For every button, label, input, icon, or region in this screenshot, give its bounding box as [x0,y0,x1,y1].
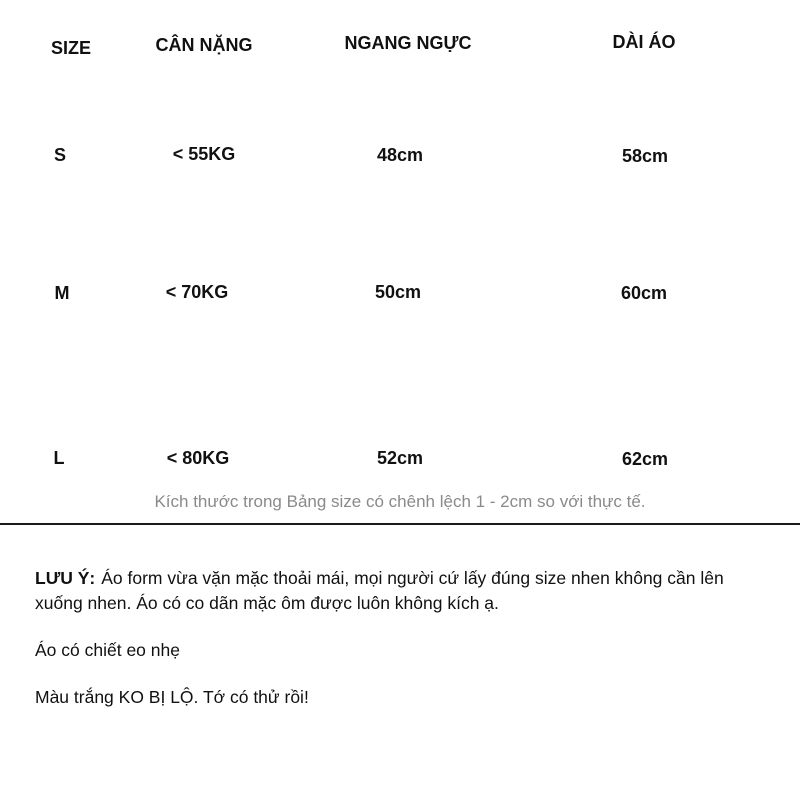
header-chest: NGANG NGỰC [344,33,472,53]
row-m-size: M [54,283,70,303]
notes-text-1: Áo form vừa vặn mặc thoải mái, mọi người cứ lấy đúng size nhen không cần lên xuống nhen. Áo có co dãn mặc ôm được luôn không kích ạ. [35,568,724,613]
row-s-length: 58cm [621,146,669,166]
notes-paragraph-3: Màu trắng KO BỊ LỘ. Tớ có thử rồi! [35,687,309,707]
row-l-weight: < 80KG [166,448,230,468]
row-m-chest: 50cm [374,282,422,302]
row-l-chest: 52cm [376,448,424,468]
notes-section [35,566,775,710]
row-l-size: L [53,448,65,468]
notes-paragraph-2: Áo có chiết eo nhẹ [35,640,180,660]
row-s-chest: 48cm [376,145,424,165]
row-m-weight: < 70KG [165,282,229,302]
row-l-length: 62cm [621,449,669,469]
notes-paragraph-1 [35,566,775,616]
row-m-length: 60cm [620,283,668,303]
header-length: DÀI ÁO [612,32,676,52]
row-s-size: S [53,145,67,165]
notes-label: LƯU Ý: [35,568,96,588]
divider [0,523,800,525]
size-tolerance-note: Kích thước trong Bảng size có chênh lệch 1 - 2cm so với thực tế. [154,492,646,511]
header-size: SIZE [50,38,92,58]
header-weight: CÂN NẶNG [155,35,253,55]
row-s-weight: < 55KG [172,144,236,164]
